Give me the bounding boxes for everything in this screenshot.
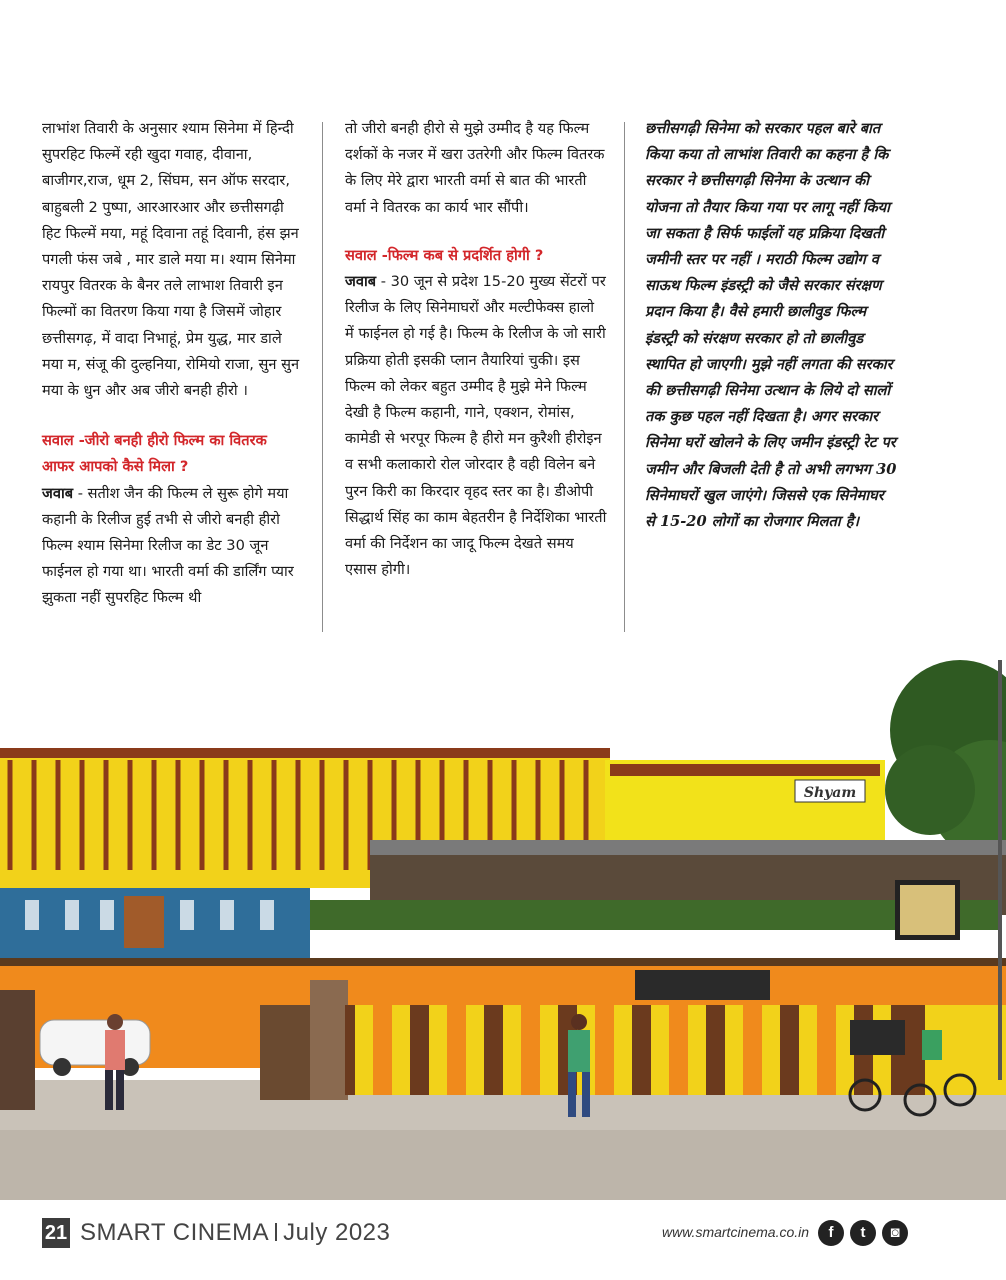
answer-2 <box>345 269 607 583</box>
answer-1-label: जवाब <box>42 484 74 502</box>
cinema-building-photo <box>0 660 1006 1200</box>
article-column-1 <box>42 116 300 612</box>
column-1-paragraph: लाभांश तिवारी के अनुसार श्याम सिनेमा में हिन्दी सुपरहिट फिल्में रही खुदा गवाह, दीवाना, बाजीगर,राज, धूम 2, सिंघम, सन ऑफ सरदार, बाहुबली 2 पुष्पा, आरआरआर और छत्तीसगढ़ी हिट फिल्में मया, महूं दिवाना तहूं दिवानी, हंस झन पगली फंस जबे , मार डाले मया म। श्याम सिनेमा रायपुर वितरक के बैनर तले लाभाश तिवारी इन फिल्मों का वितरण किया गया है जिसमें जोहार छत्तीसगढ़, में वादा निभाहूं, प्रेम युद्ध, मार डाले मया म, संजू की दुल्हनिया, रोमियो राजा, सुन सुन मया के धुन और अब जीरो बनही हीरो । <box>42 120 300 400</box>
answer-2-text: - 30 जून से प्रदेश 15-20 मुख्य सेंटरों पर रिलीज के लिए सिनेमाघरों और मल्टीफेक्स हालो में फाईनल हो गई है। फिल्म के रिलीज के जो सारी प्रक्रिया होती इसकी प्लान तैयारियां चुकी। इस फिल्म को लेकर बहुत उम्मीद है मुझे मेने फिल्म देखी है फिल्म कहानी, गाने, एक्शन, रोमांस, कामेडी से भरपूर फिल्म है हीरो मन कुरैशी हीरोइन व सभी कलाकारो रोल जोरदार है वही विलेन बने पुरन किरी का किरदार वृहद स्तर का है। डीओपी सिद्धार्थ सिंह का काम बेहतरीन है निर्देशिका भारती वर्मा की निर्देशन का जादू फिल्म देखते समय एसास होगी। <box>345 273 607 579</box>
brand-separator <box>275 1223 277 1241</box>
page-footer <box>0 1200 1006 1280</box>
article-column-2 <box>345 116 607 583</box>
issue-date: July 2023 <box>283 1219 391 1246</box>
answer-2-label: जवाब <box>345 273 377 291</box>
website-link[interactable]: www.smartcinema.co.in <box>662 1224 810 1240</box>
magazine-name: SMART CINEMA <box>80 1219 270 1246</box>
answer-1 <box>42 481 300 612</box>
page-number: 21 <box>42 1218 70 1248</box>
answer-1-text: - सतीश जैन की फिल्म ले सुरू होगे मया कहानी के रिलीज हुई तभी से जीरो बनही हीरो फिल्म श्याम सिनेमा रिलीज का डेट 30 जून फाईनल हो गया था। भारती वर्मा की डार्लिंग प्यार झुकता नहीं सुपरहिट फिल्म थी <box>42 484 294 607</box>
twitter-icon[interactable]: t <box>850 1220 876 1246</box>
column-3-paragraph: छत्तीसगढ़ी सिनेमा को सरकार पहल बारे बात किया कया तो लाभांश तिवारी का कहना है कि सरकार ने छत्तीसगढ़ी सिनेमा के उत्थान की योजना तो तैयार किया गया पर लागू नहीं किया जा सकता है सिर्फ फाईलों यह प्रक्रिया दिखती जमीनी स्तर पर नहीं । मराठी फिल्म उद्योग व साऊथ फिल्म इंडस्ट्री को जैसे सरकार संरक्षण प्रदान किया है। वैसे हमारी छालीवुड फिल्म इंडस्ट्री को संरक्षण सरकार हो तो छालीवुड स्थापित हो जाएगी। मुझे नहीं लगता की सरकार की छत्तीसगढ़ी सिनेमा उत्थान के लिये दो सालों तक कुछ पहल नहीं दिखता है। अगर सरकार सिनेमा घरों खोलने के लिए जमीन इंडस्ट्री रेट पर जमीन और बिजली देती है तो अभी लगभग 30 सिनेमाघरों खुल जाएंगे। जिससे एक सिनेमाघर से 15-20 लोगों का रोजगार मिलता है। <box>645 120 897 531</box>
question-1-heading: सवाल -जीरो बनही हीरो फिल्म का वितरक आफर आपको कैसे मिला ? <box>42 432 267 476</box>
facebook-icon[interactable]: f <box>818 1220 844 1246</box>
instagram-icon[interactable]: ◙ <box>882 1220 908 1246</box>
article-column-3 <box>645 116 897 535</box>
column-2-paragraph: तो जीरो बनही हीरो से मुझे उम्मीद है यह फिल्म दर्शकों के नजर में खरा उतरेगी और फिल्म वितरक के लिए मेरे द्वारा भारती वर्मा से बात की भारती वर्मा ने वितरक का कार्य भार सौंपी। <box>345 120 605 216</box>
question-2-heading: सवाल -फिल्म कब से प्रदर्शित होगी ? <box>345 246 544 264</box>
magazine-brand <box>80 1218 390 1248</box>
column-divider <box>624 122 625 632</box>
shyam-sign-text: Shyam <box>803 785 857 801</box>
column-divider <box>322 122 323 632</box>
